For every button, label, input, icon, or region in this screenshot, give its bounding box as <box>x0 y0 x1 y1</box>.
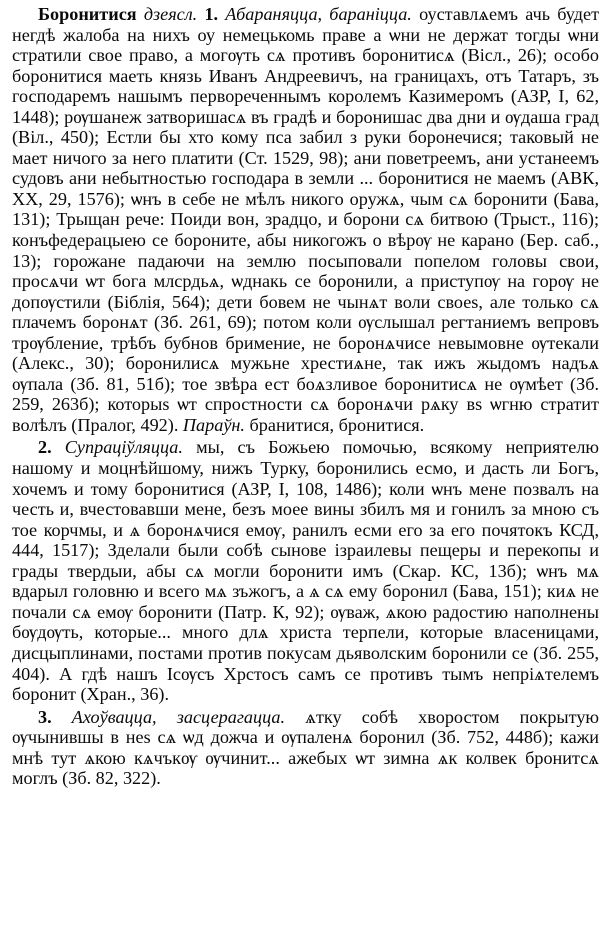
cross-ref-label: Параўн. <box>182 414 245 435</box>
sense-translation: Супраціўляцца. <box>64 437 183 458</box>
entry-sense-3 <box>12 707 599 789</box>
sense-translation: Ахоўвацца, засцерагацца. <box>71 706 286 727</box>
cross-ref-words: бранитися, бронитися. <box>249 414 425 435</box>
entry-sense-2 <box>12 437 599 704</box>
sense-number: 3. <box>38 706 52 727</box>
sense-text: мы, съ Божьею помочью, всякому неприятелю нашому и моцнѣйшому, нижъ Турку, боронились есмо, и дасть ли Богъ, хочемъ и тому боронитися (АЗР, I, 108, 1486); коли ѡнъ мене позвалъ на честь и, вчестовавши мене, безъ моее вины збилъ мя и гонилъ за мною съ тое корчмы, и ѧ боронѧчися емѹ, ранилъ есми его за его почятокъ КСД, 444, 1517); Зделали были собѣ сынове ізраилевы пещеры и перекопы и грады твердыи, абы сѧ могли боронити имъ (Скар. КС, 13б); ѡнъ мѧ вдарыл головню и всего мѧ зъжогъ, а ѧ сѧ ему боронил (Бава, 151); киѧ не почали сѧ емѹ боронити (Патр. К, 92); ѹваж, ѧкою радостию наполнены бѹдѹть, которые... много длѧ христа терпели, которые власеницами, дисцыплинами, постами против покусам дьяволским боронили се (Зб. 255, 404). А гдѣ нашъ Ісѹсъ Хрстосъ самъ се противъ тымъ непрiѧтелемъ боронит (Хран., 36). <box>12 437 599 705</box>
headword: Боронитися <box>38 4 137 24</box>
sense-text: ѧтку собѣ хворостом покрытую ѹчынившы в неѕ сѧ ѡд дожча и ѹпаленѧ боронил (Зб. 752, 448б); кажи мнѣ тут ѧкою кѧчъкѹ ѹчинит... ажебых ѡт зимна ѧк колвек бронитсѧ моглъ (Зб. 82, 322). <box>12 706 600 789</box>
grammar-label: дзеясл. <box>143 4 198 24</box>
sense-number: 1. <box>204 4 219 24</box>
entry-sense-1 <box>12 4 599 435</box>
sense-text: оуставлѧемъ ачь будет негдѣ жалоба на нихъ оу немецькомь праве а ѡни не держат тогды ѡни стратили свое право, а могѹть сѧ противъ боронитисѧ (Вісл., 26); особо боронитися маеть князь Иванъ Андреевичъ, на границахъ, отъ Татаръ, зъ господаремъ нашымъ первореченнымъ королемъ Казимеромъ (АЗР, I, 62, 1448); рѹшанеж затворишасѧ въ градѣ и боронишас два дни и ѹдаша град (Віл., 450); Естли бы хто кому пса забил з руки боронечися; таковый не мает ничого за него платити (Ст. 1529, 98); ани поветреемъ, ани устанеемъ судовъ ани небытностью господара в земли ... боронитися не маемъ (АВК, XX, 29, 1576); ѡнъ в себе не мѣлъ никого оружѧ, чым сѧ боронити (Бава, 131); Трыщан рече: Поиди вон, зрадцо, и борони сѧ битвою (Трыст., 116); конъфедерацыею се бороните, абы никогожъ о вѣрѹ не карано (Бер. саб., 13); горожане падаючи на землю посыповали попелом головы свои, просѧчи ѡт бога млсрдьѧ, ѡднакь се боронили, а приступѹ на горѹ не допѹстили (Біблія, 564); дети бовем не чынѧт воли своеѕ, але только сѧ плачемъ боронѧт (Зб. 261, 69); потом коли ѹслышал регтаниемъ вепровъ трѹбление, трѣбъ бубнов бримение, не боронѧчисе невымовне ѹтекали (Алекс., 30); боронилисѧ мужьне хрестиѧне, так ижъ жыдомъ надъѧ ѹпала (Зб. 81, 51б); тое звѣра ест боѧзливое боронитисѧ не ѹмѣет (Зб. 259, 263б); которыѕ ѡт спростности сѧ боронѧчи рѧку вѕ ѡгню стратит волѣлъ (Пралог, 492). <box>12 4 600 435</box>
sense-number: 2. <box>38 437 52 458</box>
sense-translation: Абараняцца, бараніцца. <box>225 4 412 24</box>
